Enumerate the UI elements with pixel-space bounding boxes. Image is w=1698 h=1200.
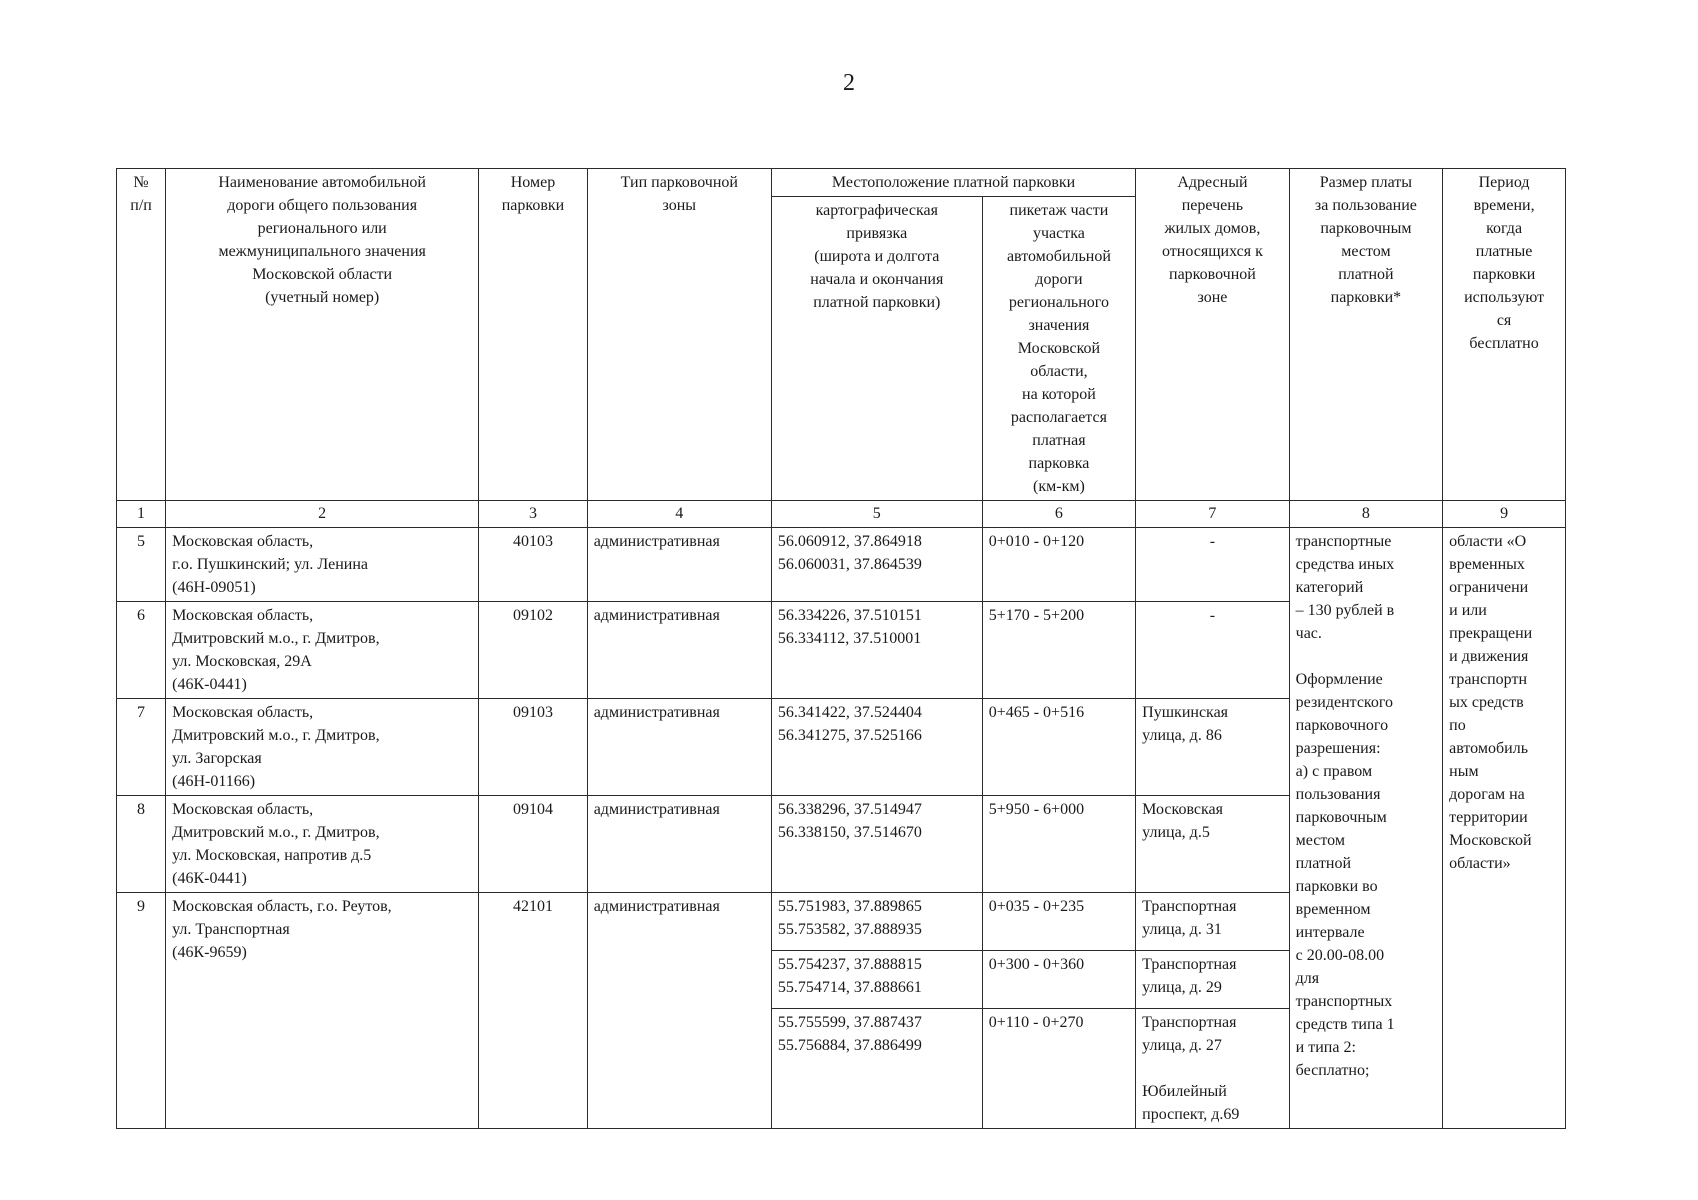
column-number: 9 [1443, 501, 1566, 528]
row-num: 6 [117, 602, 166, 699]
header-coords: картографическая привязка (широта и долгота начала и окончания платной парковки) [771, 197, 982, 501]
free-period-cell: области «О временных ограничени и или прекращени и движения транспортн ых средств по автомобиль ным дорогам на территории Московской области» [1443, 528, 1566, 1129]
zone-type-cell: административная [587, 893, 771, 1129]
header-picket: пикетаж части участка автомобильной дороги регионального значения Московской области, на которой располагается платная парковка (км-км) [982, 197, 1135, 501]
picket-cell: 5+170 - 5+200 [982, 602, 1135, 699]
houses-cell: Транспортная улица, д. 31 [1136, 893, 1289, 951]
houses-cell: - [1136, 528, 1289, 602]
column-number: 4 [587, 501, 771, 528]
header-free-period: Период времени, когда платные парковки используют ся бесплатно [1443, 169, 1566, 501]
picket-cell: 0+010 - 0+120 [982, 528, 1135, 602]
header-location: Местоположение платной парковки [771, 169, 1135, 197]
parking-number-cell: 40103 [479, 528, 587, 602]
houses-cell: Пушкинская улица, д. 86 [1136, 699, 1289, 796]
page-number: 2 [843, 70, 855, 96]
zone-type-cell: административная [587, 796, 771, 893]
picket-cell: 5+950 - 6+000 [982, 796, 1135, 893]
column-number: 5 [771, 501, 982, 528]
parking-number-cell: 42101 [479, 893, 587, 1129]
row-num: 9 [117, 893, 166, 1129]
table-row [117, 528, 1566, 602]
road-name-cell: Московская область, г.о. Реутов, ул. Транспортная (46К-9659) [166, 893, 479, 1129]
zone-type-cell: административная [587, 699, 771, 796]
houses-cell: - [1136, 602, 1289, 699]
column-number: 3 [479, 501, 587, 528]
coords-cell: 55.754237, 37.888815 55.754714, 37.888661 [771, 951, 982, 1009]
row-num: 5 [117, 528, 166, 602]
header-num: № п/п [117, 169, 166, 501]
zone-type-cell: административная [587, 602, 771, 699]
houses-cell: Транспортная улица, д. 29 [1136, 951, 1289, 1009]
row-num: 7 [117, 699, 166, 796]
road-name-cell: Московская область, Дмитровский м.о., г. Дмитров, ул. Московская, напротив д.5 (46К-0441) [166, 796, 479, 893]
coords-cell: 56.060912, 37.864918 56.060031, 37.864539 [771, 528, 982, 602]
zone-type-cell: административная [587, 528, 771, 602]
parking-number-cell: 09104 [479, 796, 587, 893]
row-num: 8 [117, 796, 166, 893]
header-fee: Размер платы за пользование парковочным местом платной парковки* [1289, 169, 1442, 501]
fee-cell: транспортные средства иных категорий – 130 рублей в час. Оформление резидентского парковочного разрешения: а) с правом пользования парковочным местом платной парковки во временном интервале с 20.00-08.00 для транспортных средств типа 1 и типа 2: бесплатно; [1289, 528, 1442, 1129]
coords-cell: 55.755599, 37.887437 55.756884, 37.886499 [771, 1009, 982, 1129]
coords-cell: 56.341422, 37.524404 56.341275, 37.525166 [771, 699, 982, 796]
header-parking-number: Номер парковки [479, 169, 587, 501]
picket-cell: 0+465 - 0+516 [982, 699, 1135, 796]
header-zone-type: Тип парковочной зоны [587, 169, 771, 501]
coords-cell: 56.334226, 37.510151 56.334112, 37.510001 [771, 602, 982, 699]
header-road-name: Наименование автомобильной дороги общего пользования регионального или межмуниципального значения Московской области (учетный номер) [166, 169, 479, 501]
column-number: 1 [117, 501, 166, 528]
road-name-cell: Московская область, г.о. Пушкинский; ул. Ленина (46Н-09051) [166, 528, 479, 602]
picket-cell: 0+110 - 0+270 [982, 1009, 1135, 1129]
paid-parking-table [116, 168, 1566, 1129]
header-houses: Адресный перечень жилых домов, относящихся к парковочной зоне [1136, 169, 1289, 501]
coords-cell: 56.338296, 37.514947 56.338150, 37.514670 [771, 796, 982, 893]
houses-cell: Транспортная улица, д. 27 Юбилейный проспект, д.69 [1136, 1009, 1289, 1129]
picket-cell: 0+300 - 0+360 [982, 951, 1135, 1009]
column-number: 8 [1289, 501, 1442, 528]
picket-cell: 0+035 - 0+235 [982, 893, 1135, 951]
column-number: 6 [982, 501, 1135, 528]
coords-cell: 55.751983, 37.889865 55.753582, 37.888935 [771, 893, 982, 951]
column-number: 2 [166, 501, 479, 528]
road-name-cell: Московская область, Дмитровский м.о., г. Дмитров, ул. Загорская (46Н-01166) [166, 699, 479, 796]
parking-number-cell: 09102 [479, 602, 587, 699]
column-numbers-row [117, 501, 1566, 528]
column-number: 7 [1136, 501, 1289, 528]
houses-cell: Московская улица, д.5 [1136, 796, 1289, 893]
parking-number-cell: 09103 [479, 699, 587, 796]
road-name-cell: Московская область, Дмитровский м.о., г. Дмитров, ул. Московская, 29А (46К-0441) [166, 602, 479, 699]
